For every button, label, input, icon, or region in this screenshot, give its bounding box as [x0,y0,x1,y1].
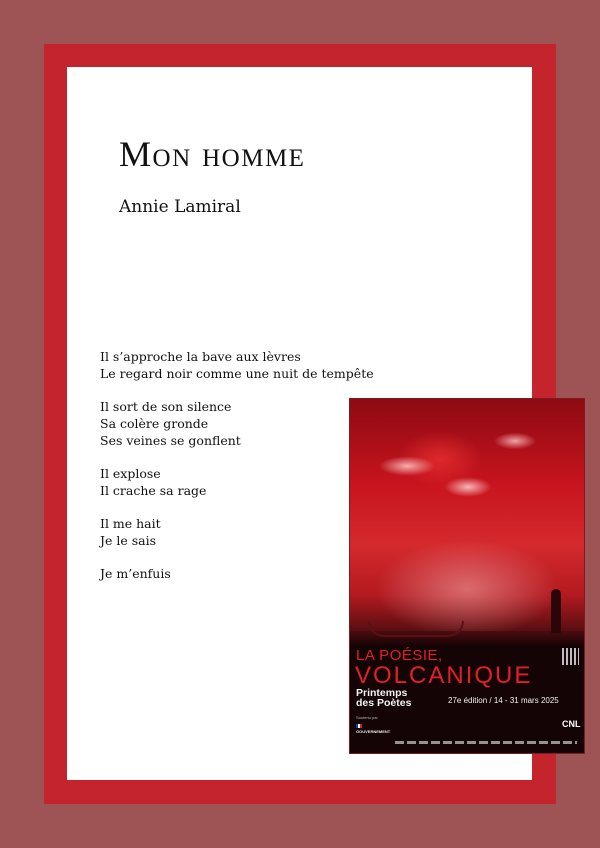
stanza [100,515,390,549]
poem-body [100,348,390,598]
poster-headline: VOLCANIQUE [355,662,533,689]
poem-author: Annie Lamiral [119,197,241,217]
festival-name-line2: des Poètes [356,697,412,709]
poem-line: Je m’enfuis [100,566,171,581]
poem-line: Il crache sa rage [100,483,207,498]
poster-artwork [350,399,584,643]
french-flag-icon [356,724,362,728]
cnl-logo: CNL [562,719,581,729]
stanza [100,465,390,499]
poem-line: Ses veines se gonflent [100,433,241,448]
festival-edition: 27e édition / 14 - 31 mars 2025 [448,696,559,705]
stanza [100,398,390,449]
poem-line: Sa colère gronde [100,416,209,431]
poem-line: Je le sais [100,533,157,548]
poem-line: Il sort de son silence [100,399,232,414]
festival-logo [356,688,411,708]
poem-line: Il me hait [100,516,161,531]
festival-name-line1: Printemps [356,687,408,699]
stanza [100,348,390,382]
festival-poster [350,399,584,753]
poem-line: Il s’approche la bave aux lèvres [100,349,301,364]
stanza [100,565,390,582]
standing-figure [551,589,561,633]
qr-code-icon [562,648,579,665]
sponsor-logos [395,741,577,744]
poem-line: Le regard noir comme une nuit de tempête [100,366,374,381]
poster-kicker: LA POÉSIE, [356,647,443,664]
government-label: GOUVERNEMENT [356,729,391,734]
support-label: Soutenu par [356,715,378,720]
poem-title: Mon homme [119,134,306,174]
boat-sculpture [368,621,464,637]
poem-line: Il explose [100,466,161,481]
